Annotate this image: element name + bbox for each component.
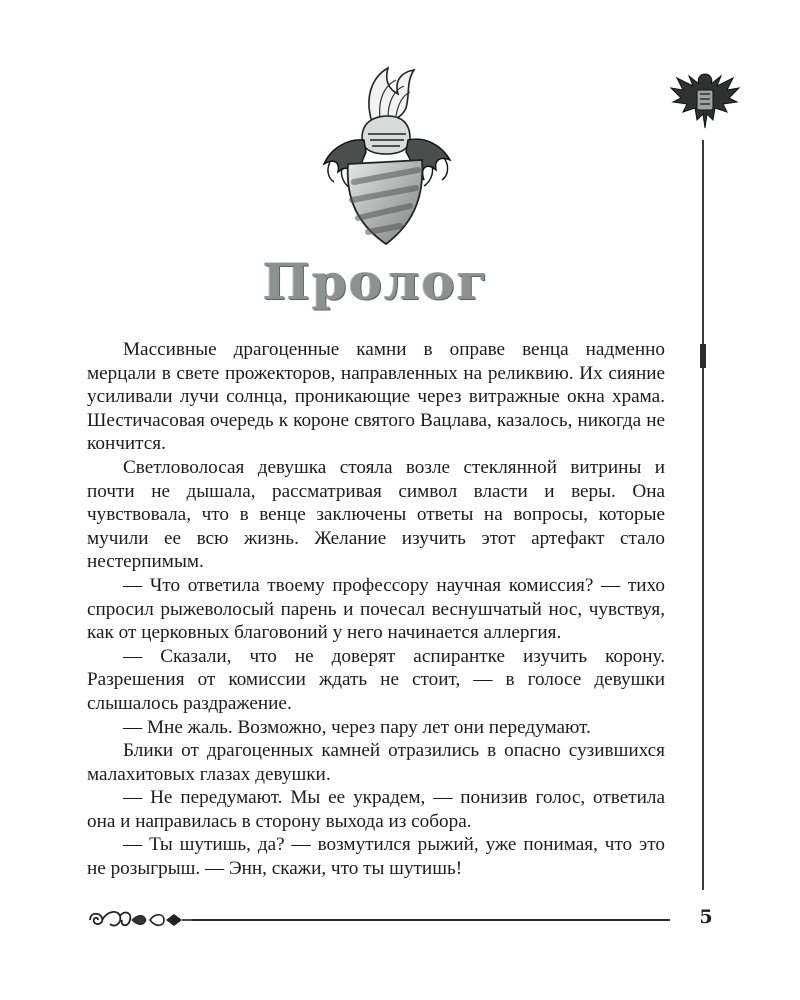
paragraph: Светловолосая девушка стояла возле стеклянной витрины и почти не дышала, рассматривая символ власти и веры. Она чувствовала, что в венце заключены ответы на вопросы, которые мучили ее всю жизнь. Желание изучить этот артефакт стало нестерпимым. [87,456,665,573]
paragraph: Массивные драгоценные камни в оправе венца надменно мерцали в свете прожекторов, направленных на реликвию. Их сияние усиливали лучи солнца, проникающие через витражные окна храма. Шестичасовая очередь к короне святого Вацлава, казалось, никогда не кончится. [87,339,665,455]
coat-of-arms-icon [310,60,460,255]
side-rule [702,140,704,890]
flourish-ornament-icon [86,906,196,934]
paragraph: — Что ответила твоему профессору научная комиссия? — тихо спросил рыжеволосый парень и почесал веснушчатый нос, чувствуя, как от церковных благовоний у него начинается аллергия. [87,574,665,644]
paragraph: — Мне жаль. Возможно, через пару лет они передумают. [123,716,591,738]
eagle-emblem-icon [669,68,741,132]
chapter-title: Пролог [262,252,490,311]
footer-rule [192,919,670,921]
paragraph: — Не передумают. Мы ее украдем, — понизив голос, ответила она и направилась в сторону выхода из собора. [87,787,665,832]
paragraph: — Ты шутишь, да? — возмутился рыжий, уже понимая, что это не розыгрыш. — Энн, скажи, что ты шутишь! [87,834,665,880]
side-marker [700,344,706,368]
page-number: 5 [699,906,713,928]
paragraph: — Сказали, что не доверят аспирантке изучить корону. Разрешения от комиссии ждать не стоит, — в голосе девушки слышалось раздражение. [87,645,665,714]
chapter-body [87,338,665,881]
paragraph: Блики от драгоценных камней отразились в опасно сузившихся малахитовых глазах девушки. [87,740,665,785]
